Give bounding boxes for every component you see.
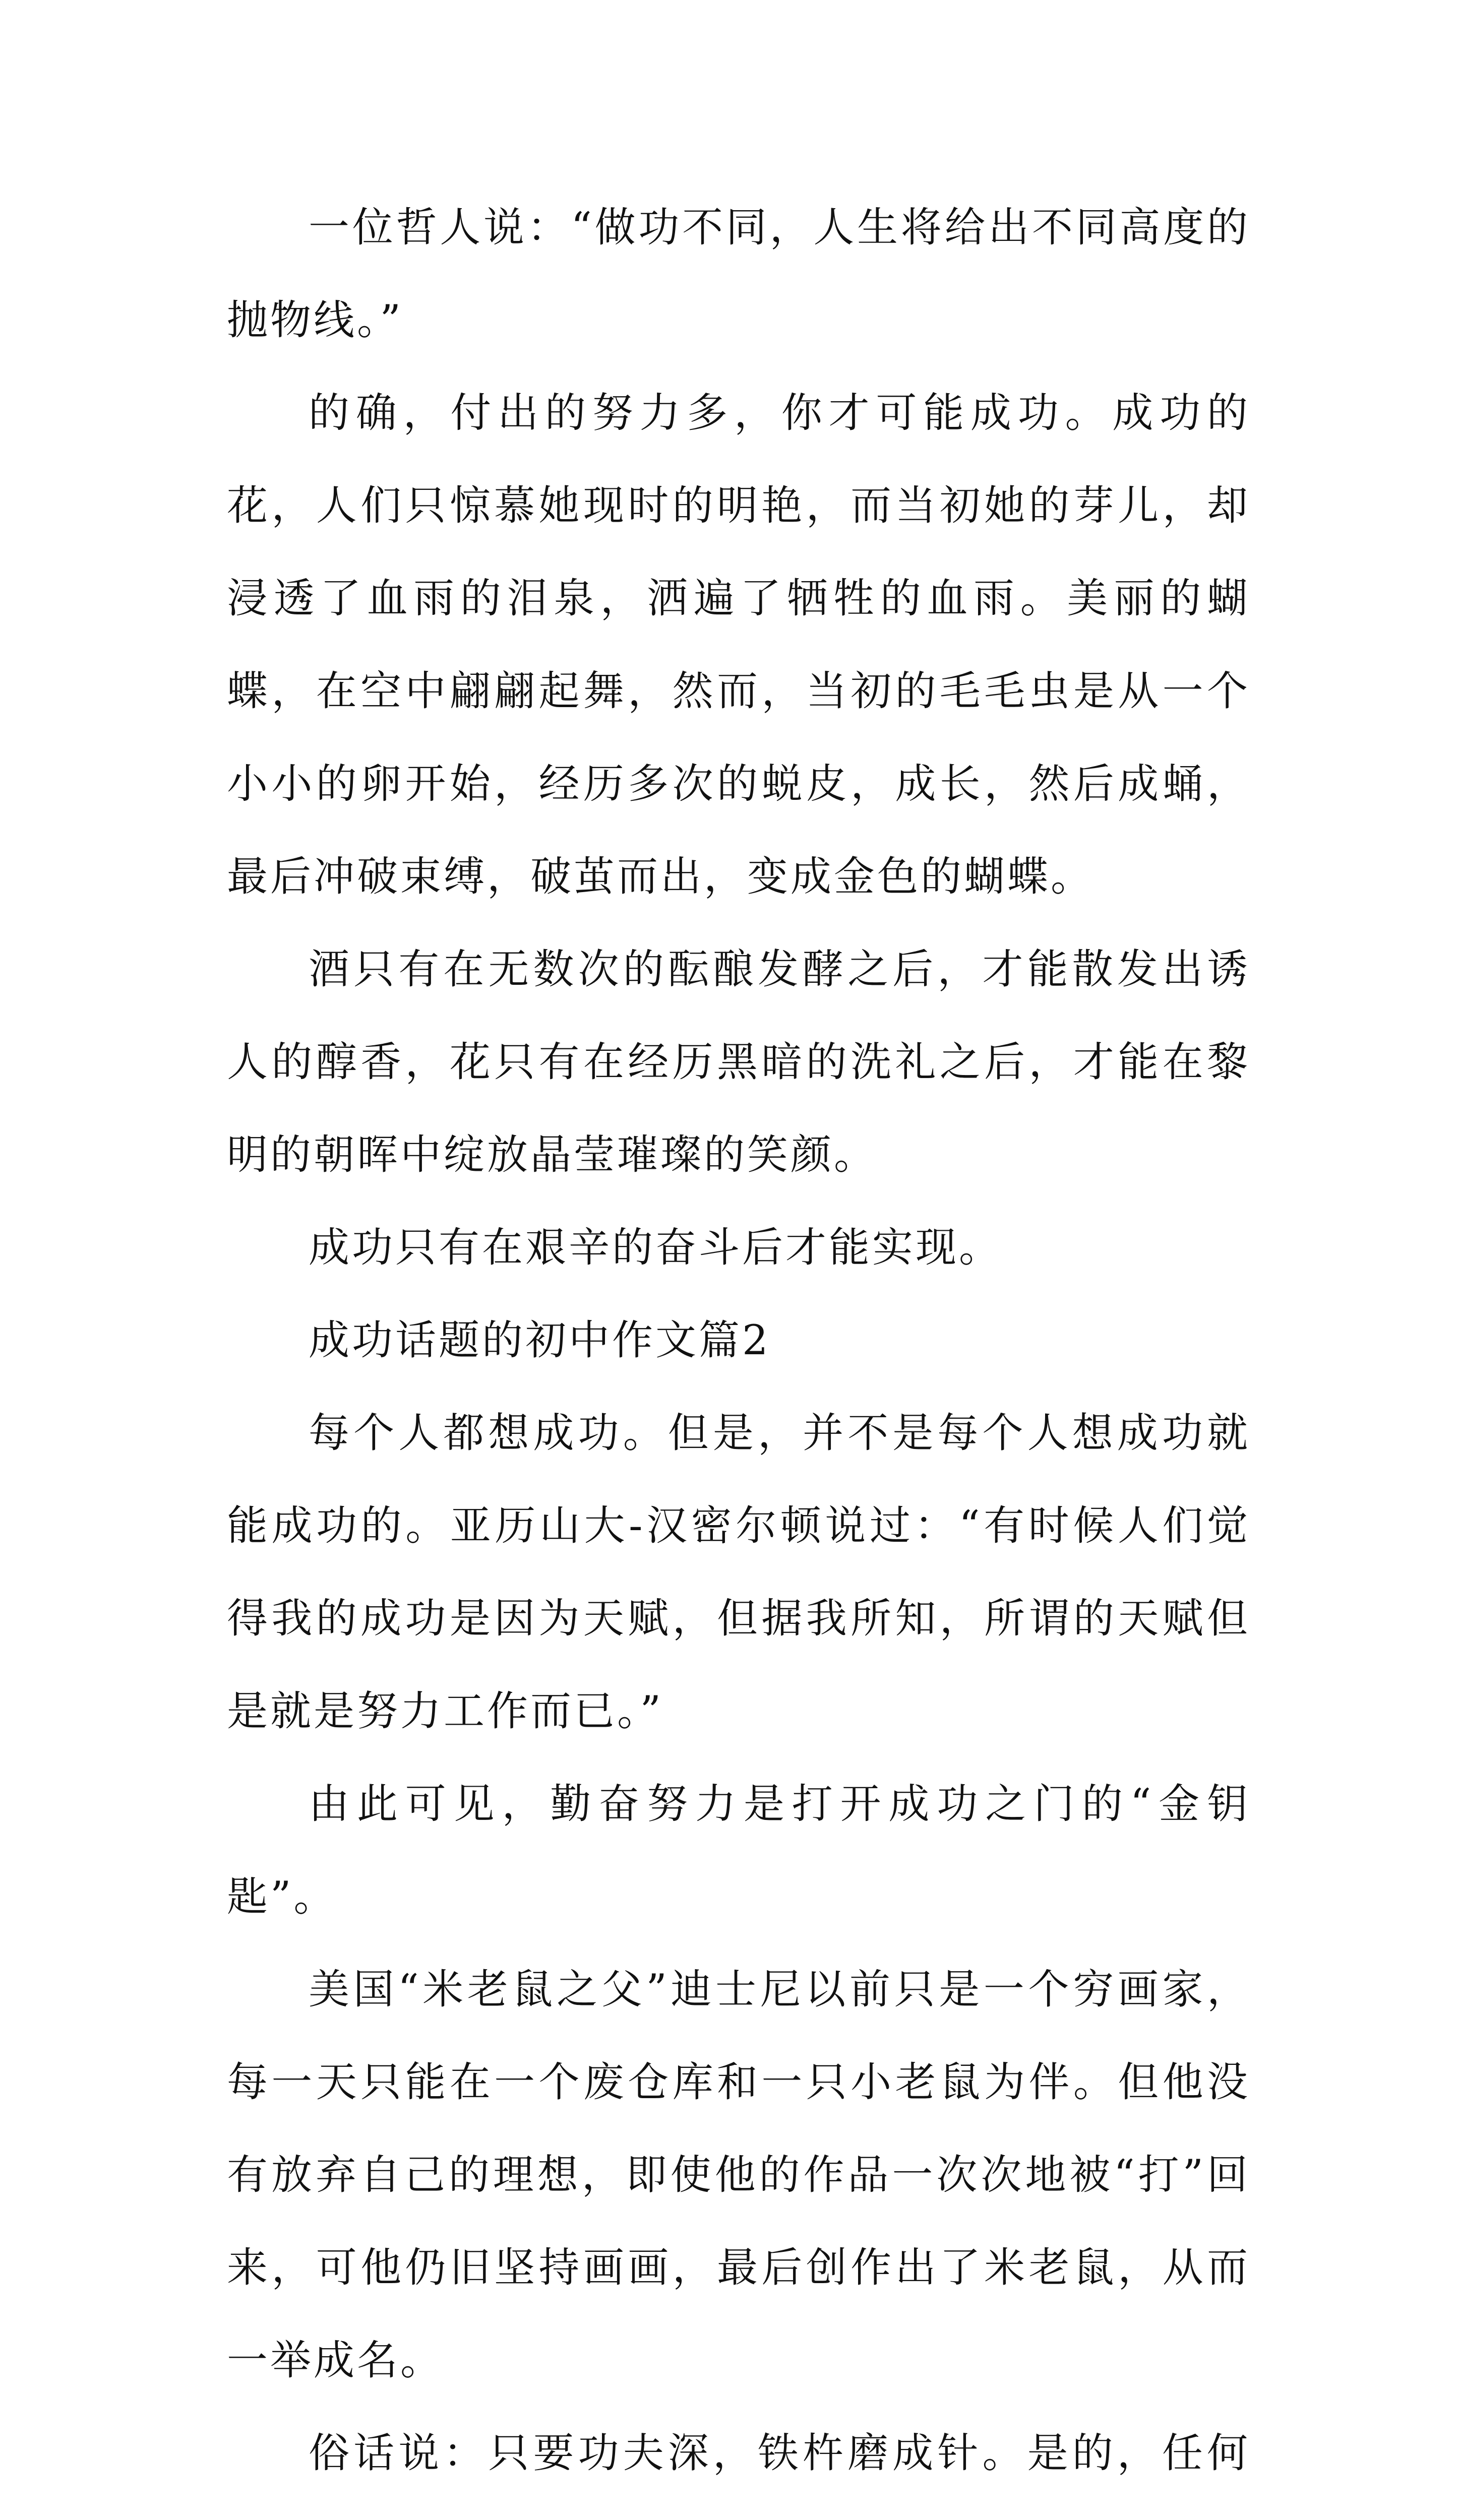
paragraph-3: 酒只有在无数次的酝酿发酵之后，才能散发出诱人的醇香，花只有在经历黑暗的洗礼之后，才能在黎明的朝晖中绽放晶莹璀璨的笑颜。 — [227, 946, 1250, 1179]
paragraph-7: 美国“米老鼠之父”迪士尼以前只是一个穷画家，每一天只能在一个废仓库和一只小老鼠为伴。但他没有放弃自己的理想，即使他的作品一次次地被“打”回来，可他仍旧坚持画画，最后创作出了米老鼠，从而一举成名。 — [227, 1966, 1250, 2384]
paragraph-4: 成功只有在艰辛的奋斗后才能实现。 — [309, 1224, 1003, 1272]
paragraph-5: 每个人都想成功。但是，并不是每个人想成功就能成功的。亚历山大-汉密尔顿说过：“有时候人们觉得我的成功是因为天赋，但据我所知，所谓的天赋但是就是努力工作而已。” — [227, 1410, 1250, 1735]
paragraph-1: 一位哲人说：“做功不同，人生将给出不同高度的抛物线。” — [227, 204, 1250, 344]
paragraph-2: 的确，付出的努力多，你才可能成功。成功的花，人们只惊慕她现时的明艳，而当初她的芽儿，却浸透了血雨的泪泉，洒遍了牺牲的血雨。美丽的蝴蝶，在空中翩翩起舞，然而，当初的毛毛虫是从一个小小的卵开始，经历多次的蜕皮，成长，然后成蛹，最后冲破束缚，破茧而出，变成金色的蝴蝶。 — [227, 390, 1250, 901]
document-body — [227, 181, 1250, 2520]
paragraph-6: 由此可见，勤奋努力是打开成功之门的“金钥匙”。 — [227, 1781, 1250, 1921]
paragraph-8: 俗话说：只要功夫深，铁杵磨成针。是的，任何 — [309, 2430, 1250, 2477]
section-heading: 成功话题的初中作文篇2 — [309, 1317, 771, 1364]
